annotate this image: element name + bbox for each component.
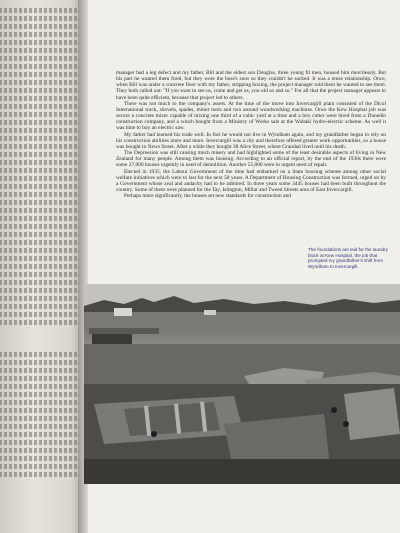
- photo-caption: The foundations are laid for the laundry block at Kew Hospital, the job that prompted my grandfather's shift from Wyndham to Invercargill.: [308, 247, 388, 269]
- paragraph: My father had learned his trade well. In fact he would not live in Wyndham again, and my grandfather began to rely on his construction abilities more and more. Invercargill was a city and therefore offered greater work opportunities, so a house was bought in News Street. After a while they bought 38 Alice Street, where Grandad lived until his death.: [116, 131, 386, 150]
- paragraph: There was not much to the company's assets. At the time of the move into Invercargill plant consisted of the Dicol International truck, shovels, spades, minor tools and two around woodworking machines. Once the Kew Hospital job was secure a concrete mixer capable of mixing one third of a cubic yard at a time and a box cutter were hired from a Dunedin construction company, and a winch bought from a Ministry of Works sale at the Waitaki hydro-electric scheme. As well it was time to buy an electric saw.: [116, 100, 386, 132]
- construction-site-photo: [84, 284, 400, 484]
- paragraph: Elected in 1935, the Labour Government of the time had embarked on a State housing scheme among other social welfare initiatives which were to last for the next 50 years. A Department of Housing Construction was formed, urged on by a Government whose zeal and audacity had to be admired. In three years some 3445 houses had been built throughout the country. Some of them were planned for the Tay, Islington, Millar and Tweed Streets area of East Invercargill.: [116, 168, 386, 193]
- photo-illustration: [84, 284, 400, 484]
- body-text: [116, 70, 386, 199]
- paragraph: The Depression was still causing much misery and had highlighted some of the least desirable aspects of living in New Zealand for many people. Among them was housing. According to an official report, by the end of the 1930s there were some 27,000 houses urgently in need of demolition. Another 55,000 were in urgent need of repair.: [116, 150, 386, 169]
- left-page-edge: [0, 0, 84, 533]
- paragraph: manager had a leg defect and my father, Bill and the eldest son Douglas, three young fit men, housed him mercilessly. But his part he wanted them fired, but they were the boss's sons so they couldn't be sacked. It was a tense relationship. Once, when Bill was under a concrete floor with my father, stripping boxing, the project manager told them he wanted to see them. They both called out: "If you want to see us, come and get us, you old so and so." For all that the project manager appears to have been quite efficient, because that project led to others.: [116, 70, 386, 101]
- paragraph: Perhaps more significantly, the houses set new standards for construction and: [124, 193, 291, 200]
